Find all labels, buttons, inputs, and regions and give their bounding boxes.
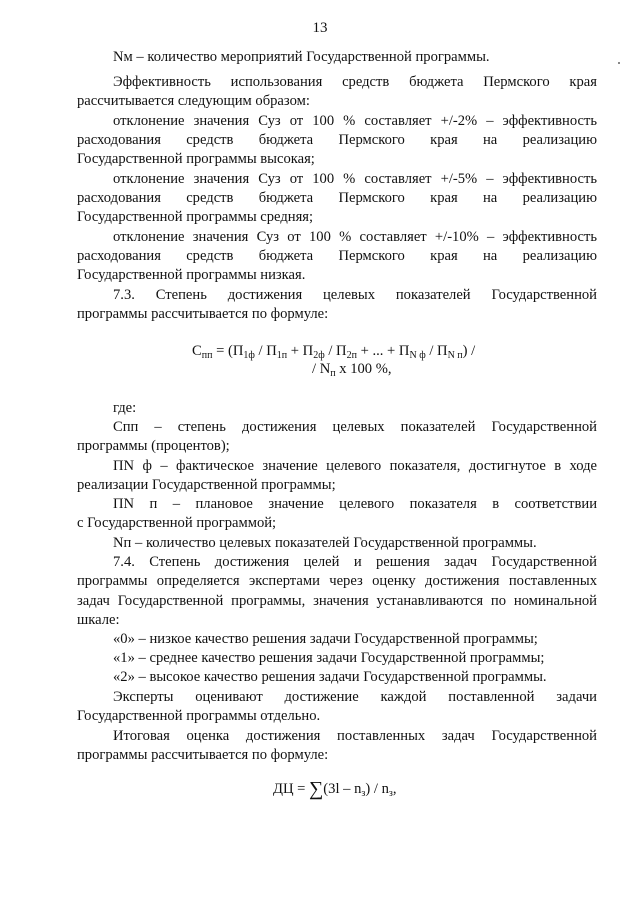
text-line: программы определяется экспертами через оценку достижения поставленных	[77, 573, 597, 589]
text-line: Эффективность использования средств бюджета Пермского края	[113, 74, 597, 90]
text-line: Государственной программы отдельно.	[77, 708, 321, 724]
list-item: «2» – высокое качество решения задачи Государственной программы.	[113, 669, 547, 685]
section-heading: 7.3. Степень достижения целевых показателей Государственной	[113, 287, 597, 303]
text-line: задач Государственной программы, значения устанавливаются по номинальной	[77, 593, 597, 609]
text-line: шкале:	[77, 612, 120, 628]
text-line: отклонение значения Суз от 100 % составляет +/-10% – эффективность	[113, 229, 597, 245]
text-line: Государственной программы высокая;	[77, 151, 315, 167]
text-line: расходования средств бюджета Пермского края на реализацию	[77, 132, 597, 148]
text-line: расходования средств бюджета Пермского края на реализацию	[77, 190, 597, 206]
text-line: программы (процентов);	[77, 438, 230, 454]
text-line: с Государственной программой;	[77, 515, 277, 531]
list-item: «0» – низкое качество решения задачи Государственной программы;	[113, 631, 538, 647]
text-line: Эксперты оценивают достижение каждой поставленной задачи	[113, 689, 597, 705]
text-line: расходования средств бюджета Пермского края на реализацию	[77, 248, 597, 264]
text-line: где:	[113, 400, 137, 416]
text-line: ПN ф – фактическое значение целевого показателя, достигнутое в ходе	[113, 458, 597, 474]
text-line: Государственной программы средняя;	[77, 209, 314, 225]
text-line: отклонение значения Суз от 100 % составляет +/-5% – эффективность	[113, 171, 597, 187]
text-line: отклонение значения Суз от 100 % составляет +/-2% – эффективность	[113, 113, 597, 129]
list-item: «1» – среднее качество решения задачи Государственной программы;	[113, 650, 545, 666]
text-line: Nп – количество целевых показателей Государственной программы.	[113, 535, 537, 551]
formula-dc: ДЦ = $\sum(3l - n_з) / n_з$,	[273, 778, 397, 800]
text-line: реализации Государственной программы;	[77, 477, 336, 493]
text-line: Государственной программы низкая.	[77, 267, 306, 283]
text-line: ПN п – плановое значение целевого показателя в соответствии	[113, 496, 597, 512]
text-line: Спп – степень достижения целевых показателей Государственной	[113, 419, 597, 435]
text-line: рассчитывается следующим образом:	[77, 93, 310, 109]
section-heading: 7.4. Степень достижения целей и решения задач Государственной	[113, 554, 597, 570]
text-line: программы рассчитывается по формуле:	[77, 747, 329, 763]
text-line: Итоговая оценка достижения поставленных задач Государственной	[113, 728, 597, 744]
scan-speck	[618, 62, 620, 64]
formula-line-2: / $N_п$ x 100 %,	[312, 361, 392, 379]
text-line: программы рассчитывается по формуле:	[77, 306, 329, 322]
text-line: Nм – количество мероприятий Государственной программы.	[113, 49, 490, 65]
page-number: 13	[312, 20, 328, 36]
formula-line-1: $C_{пп} = (П_{1ф} / П_{1п} + П_{2ф} / П_{2п}$ + ... + $П_{N ф} / П_{N п}$) /	[192, 343, 476, 361]
